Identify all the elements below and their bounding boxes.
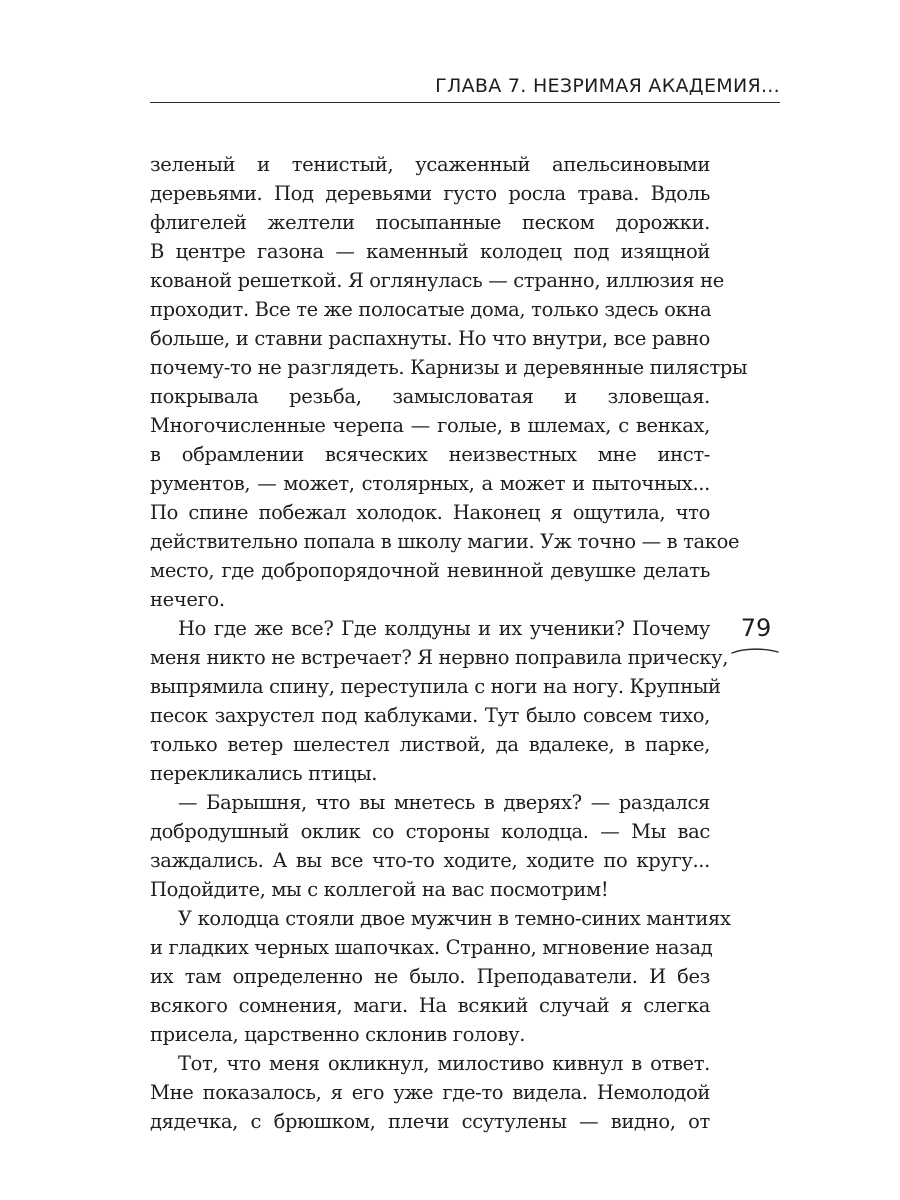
text-line: У колодца стояли двое мужчин в темно-синих мантиях [178,907,731,930]
text-line: В центре газона — каменный колодец под изящной [150,240,710,263]
text-line: всякого сомнения, маги. На всякий случай я слегка [150,994,710,1017]
text-line: покрывала резьба, замысловатая и зловещая. [150,385,710,408]
text-line: кованой решеткой. Я оглянулась — странно, иллюзия не [150,269,724,292]
text-line: место, где добропорядочной невинной девушке делать [150,559,710,582]
text-line: Тот, что меня окликнул, милостиво кивнул в ответ. [178,1052,710,1075]
text-line: деревьями. Под деревьями густо росла трава. Вдоль [150,182,710,205]
text-line: песок захрустел под каблуками. Тут было совсем тихо, [150,704,710,727]
text-line: почему-то не разглядеть. Карнизы и деревянные пилястры [150,356,748,379]
text-line: только ветер шелестел листвой, да вдалеке, в парке, [150,733,710,756]
text-line: и гладких черных шапочках. Странно, мгновение назад [150,936,713,959]
body-text [150,150,748,1136]
text-line: Мне показалось, я его уже где-то видела. Немолодой [150,1081,710,1104]
text-line: меня никто не встречает? Я нервно поправила прическу, [150,646,729,669]
text-line: присела, царственно склонив голову. [150,1023,526,1046]
text-line: рументов, — может, столярных, а может и пыточных... [150,472,710,495]
text-line: Многочисленные черепа — голые, в шлемах, с венках, [150,414,710,437]
text-line: дядечка, с брюшком, плечи ссутулены — видно, от [150,1110,710,1133]
folio-swash-ornament [730,645,780,657]
text-line: По спине побежал холодок. Наконец я ощутила, что [150,501,710,524]
text-line: в обрамлении всяческих неизвестных мне инст- [150,443,710,466]
text-line: Но где же все? Где колдуны и их ученики? Почему [178,617,710,640]
text-line: проходит. Все те же полосатые дома, только здесь окна [150,298,712,321]
text-line: выпрямила спину, переступила с ноги на ногу. Крупный [150,675,721,698]
running-header [150,72,780,103]
text-line: больше, и ставни распахнуты. Но что внутри, все равно [150,327,710,350]
text-line: флигелей желтели посыпанные песком дорожки. [150,211,710,234]
text-line: нечего. [150,588,225,611]
text-line: перекликались птицы. [150,762,378,785]
text-line: их там определенно не было. Преподаватели. И без [150,965,710,988]
page-number: 79 [740,614,772,642]
running-title: ГЛАВА 7. НЕЗРИМАЯ АКАДЕМИЯ... [435,75,780,97]
text-line: заждались. А вы все что-то ходите, ходите по кругу... [150,849,710,872]
text-line: Подойдите, мы с коллегой на вас посмотрим! [150,878,609,901]
text-line: зеленый и тенистый, усаженный апельсиновыми [150,153,710,176]
text-line: добродушный оклик со стороны колодца. — Мы вас [150,820,710,843]
text-line: действительно попала в школу магии. Уж точно — в такое [150,530,740,553]
text-line: — Барышня, что вы мнетесь в дверях? — раздался [178,791,710,814]
